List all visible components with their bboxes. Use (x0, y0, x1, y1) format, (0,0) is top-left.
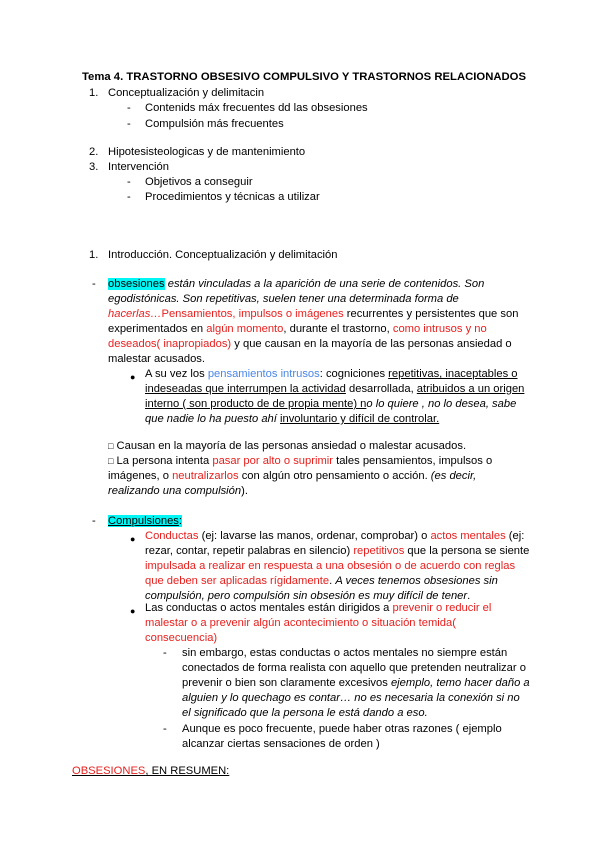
text-span: La persona intenta (113, 455, 213, 467)
text-line (108, 454, 528, 469)
text-span: imágenes, o (108, 470, 173, 482)
text-span: recurrentes y persistentes que son (343, 308, 519, 320)
text-span: realizando una compulsión (108, 485, 242, 497)
text-span: actos mentales (430, 530, 506, 542)
highlighted-term: obsesiones (108, 278, 165, 290)
text-span: desarrollada, (345, 383, 417, 395)
text-span: que deben ser aplicadas rígidamente (145, 575, 330, 587)
index-dash: - (127, 118, 131, 130)
text-span: pasar por alto o suprimir (212, 455, 333, 467)
text-line: consecuencia) (145, 632, 218, 644)
text-span: (es decir, (430, 470, 477, 482)
index-item-3b: Procedimientos y técnicas a utilizar (145, 191, 320, 203)
text-line (108, 322, 528, 337)
text-line (108, 439, 528, 454)
bullet-icon: ● (130, 534, 136, 544)
intrusos-paragraph (145, 367, 535, 427)
square-notes (108, 439, 528, 499)
text-span: . (329, 575, 336, 587)
text-span: ejemplo, temo hacer daño a (390, 677, 530, 689)
index-item-1: Conceptualización y delimitacin (108, 87, 265, 99)
document-title: Tema 4. TRASTORNO OBSESIVO COMPULSIVO Y TRASTORNOS RELACIONADOS (82, 71, 526, 83)
list-dash: - (163, 723, 167, 735)
text-span: , durante el trastorno, (283, 323, 393, 335)
text-line: conectados de forma realista con aquello que pretenden neutralizar o (182, 662, 526, 674)
text-span: : (178, 515, 182, 527)
text-span: repetitivos (353, 545, 405, 557)
text-span: neutralizarlos (172, 470, 239, 482)
text-span: Pensamientos, impulsos o imágenes (161, 308, 344, 320)
index-dash: - (127, 102, 131, 114)
text-line: sin embargo, estas conductas o actos mentales no siempre están (182, 647, 508, 659)
index-item-1b: Compulsión más frecuentes (145, 118, 284, 130)
list-dash: - (163, 647, 167, 659)
text-line (145, 529, 535, 544)
text-span: tales pensamientos, impulsos o (332, 455, 493, 467)
text-span: prevenir o reducir el (392, 602, 492, 614)
text-span: . (467, 590, 471, 602)
text-line: alcanzar ciertas sensaciones de orden ) (182, 738, 380, 750)
text-span: interno ( son producto de de propia mente) n (145, 398, 367, 410)
dirigidos-paragraph (145, 601, 535, 646)
bullet-icon: ● (130, 606, 136, 616)
summary-heading (72, 764, 229, 779)
index-item-1a: Contenids máx frecuentes dd las obsesiones (145, 102, 368, 114)
text-line (145, 574, 535, 589)
highlighted-term: Compulsiones (108, 515, 179, 527)
text-line: el significado que la persona le está dando a eso. (182, 707, 428, 719)
text-span: que la persona se siente (404, 545, 530, 557)
text-span: compulsión, pero compulsión sin obsesión es muy difícil de tener (145, 590, 468, 602)
text-span: (ej: lavarse las manos, ordenar, comprobar) o (198, 530, 431, 542)
list-dash: - (92, 278, 96, 290)
text-line (108, 337, 528, 352)
index-item-3: Intervención (108, 161, 169, 173)
text-span: prevenir o bien son claramente excesivos (182, 677, 391, 689)
text-span: , EN RESUMEN: (145, 765, 230, 777)
text-span: A su vez los (145, 368, 208, 380)
text-span: repetitivas, inaceptables o (388, 368, 518, 380)
text-span: ). (241, 485, 248, 497)
text-line: Aunque es poco frecuente, puede haber otras razones ( ejemplo (182, 723, 502, 735)
index-item-3a: Objetivos a conseguir (145, 176, 253, 188)
text-span: con algún otro pensamiento o acción. (238, 470, 431, 482)
text-span: experimentados en (108, 323, 207, 335)
text-span: hacerlas… (108, 308, 162, 320)
index-dash: - (127, 176, 131, 188)
text-line (108, 277, 528, 292)
text-line (145, 601, 535, 616)
text-line (108, 469, 528, 484)
section-heading: Introducción. Conceptualización y delimitación (108, 249, 338, 261)
text-span: rezar, contar, repetir palabras en silencio) (145, 545, 354, 557)
text-line: impulsada a realizar en respuesta a una obsesión o de acuerdo con reglas (145, 560, 516, 572)
sin-embargo-paragraph (182, 646, 542, 721)
text-line: alguien y lo quechago es contar… no es necesaria la conexión si no (182, 692, 520, 704)
index-item-2: Hipotesisteologicas y de mantenimiento (108, 146, 306, 158)
text-span: están vinculadas a la aparición de una serie de contenidos. Son (164, 278, 485, 290)
text-span: indeseadas que interrumpen la actividad (145, 383, 346, 395)
text-line: malestar acusados. (108, 353, 206, 365)
text-span: deseados( inapropiados) (108, 338, 232, 350)
text-span: o lo quiere , no lo desea, sabe (366, 398, 517, 410)
text-line (108, 484, 528, 499)
index-dash: - (127, 191, 131, 203)
section-number: 1. (89, 249, 99, 261)
text-span: que nadie lo ha puesto ahí (145, 413, 280, 425)
text-line (182, 676, 542, 691)
text-span: : cogniciones (319, 368, 389, 380)
text-line (145, 367, 535, 382)
text-line: egodistónicas. Son repetitivas, suelen tener una determinada forma de (108, 293, 459, 305)
text-line: malestar o a prevenir algún acontecimiento o situación temida( (145, 617, 456, 629)
compulsiones-heading (108, 514, 182, 529)
aunque-paragraph (182, 722, 542, 752)
text-span: Las conductas o actos mentales están dirigidos a (145, 602, 393, 614)
text-line (145, 397, 535, 412)
text-span: como intrusos y no (392, 323, 487, 335)
bullet-icon: ● (130, 372, 136, 382)
index-item-2-number: 2. (89, 146, 99, 158)
text-line (145, 544, 535, 559)
square-icon: □ (108, 441, 114, 451)
text-span: Causan en la mayoría de las personas ansiedad o malestar acusados. (113, 440, 467, 452)
text-span: atribuidos a un origen (416, 383, 525, 395)
text-span: algún momento (206, 323, 284, 335)
text-span: Conductas (145, 530, 199, 542)
square-icon: □ (108, 456, 114, 466)
index-item-3-number: 3. (89, 161, 99, 173)
text-span: involuntario y difícil de controlar. (279, 413, 440, 425)
text-span: y que causan en la mayoría de las personas ansiedad o (231, 338, 512, 350)
list-dash: - (92, 515, 96, 527)
index-item-1-number: 1. (89, 87, 99, 99)
text-span: pensamientos intrusos (207, 368, 320, 380)
text-span: (ej: (505, 530, 525, 542)
text-line (108, 307, 528, 322)
text-span: A veces tenemos obsesiones sin (335, 575, 498, 587)
obsesiones-paragraph (108, 277, 528, 367)
text-line (145, 412, 535, 427)
text-line (145, 382, 535, 397)
text-span: OBSESIONES (72, 765, 146, 777)
conductas-paragraph (145, 529, 535, 604)
